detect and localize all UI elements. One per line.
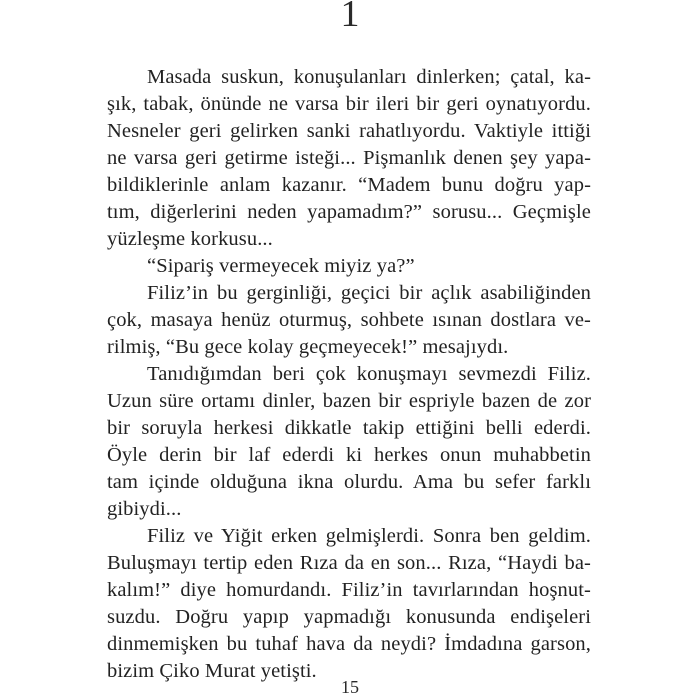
text-line: gibiydi... <box>107 498 182 520</box>
text-line: Filiz ve Yiğit erken gelmişlerdi. Sonra ben geldim. <box>147 525 591 547</box>
text-line: rilmiş, “Bu gece kolay geçmeyecek!” mesajıydı. <box>107 336 509 358</box>
text-line: bir soruyla herkesi dikkatle takip ettiğini belli ederdi. <box>107 417 591 439</box>
text-line: ne varsa geri getirme isteği... Pişmanlık denen şey yapa- <box>107 147 591 169</box>
text-line: Filiz’in bu gerginliği, geçici bir açlık asabiliğinden <box>147 282 591 304</box>
text-line: Uzun süre ortamı dinler, bazen bir espriyle bazen de zor <box>107 390 591 412</box>
chapter-number: 1 <box>340 0 360 35</box>
text-line: şık, tabak, önünde ne varsa bir ileri bir geri oynatıyordu. <box>107 93 591 115</box>
text-line: dinmemişken bu tuhaf hava da neydi? İmdadına garson, <box>107 633 591 655</box>
text-line: suzdu. Doğru yapıp yapmadığı konusunda endişeleri <box>107 606 591 628</box>
page-number: 15 <box>341 677 359 697</box>
text-line: yüzleşme korkusu... <box>107 228 273 250</box>
text-line: kalım!” diye homurdandı. Filiz’in tavırlarından hoşnut- <box>107 579 591 601</box>
text-line: “Sipariş vermeyecek miyiz ya?” <box>147 255 415 277</box>
text-line: Öyle derin bir laf ederdi ki herkes onun muhabbetin <box>107 444 591 466</box>
text-line: Buluşmayı tertip eden Rıza da en son... Rıza, “Haydi ba- <box>107 552 591 574</box>
text-line: Masada suskun, konuşulanları dinlerken; çatal, ka- <box>147 66 591 88</box>
text-line: bildiklerinle anlam kazanır. “Madem bunu doğru yap- <box>107 174 591 196</box>
text-line: tam içinde olduğuna ikna olurdu. Ama bu sefer farklı <box>107 471 591 493</box>
text-line: Nesneler geri gelirken sanki rahatlıyordu. Vaktiyle ittiği <box>107 120 591 142</box>
text-line: Tanıdığımdan beri çok konuşmayı sevmezdi Filiz. <box>147 363 591 385</box>
text-line: çok, masaya henüz oturmuş, sohbete ısınan dostlara ve- <box>107 309 591 331</box>
text-line: bizim Çiko Murat yetişti. <box>107 660 317 682</box>
text-line: tım, diğerlerini neden yapamadım?” sorusu... Geçmişle <box>107 201 591 223</box>
